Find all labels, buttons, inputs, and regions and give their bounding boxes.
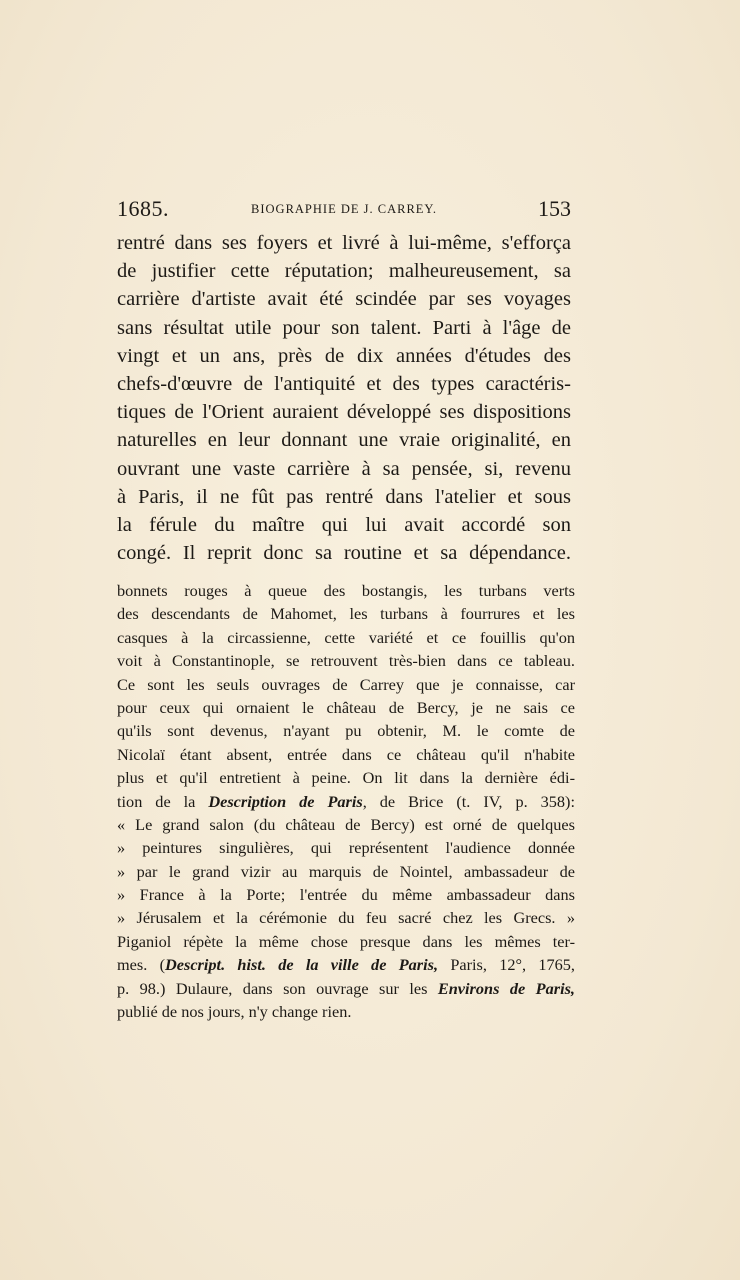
book-title-environs-de-paris: Environs de Paris, [437, 978, 575, 998]
main-text-line: rentré dans ses foyers et livré à lui-même, s'efforça [117, 232, 571, 254]
footnote [117, 579, 575, 1023]
footnote-line: » peintures singulières, qui représentent l'audience donnée [117, 838, 575, 858]
main-text-line: chefs-d'œuvre de l'antiquité et des types caractéris- [117, 372, 571, 395]
footnote-text: , de Brice (t. IV, p. 358): [362, 791, 575, 811]
main-text-line: ouvrant une vaste carrière à sa pensée, si, revenu [117, 457, 571, 480]
footnote-line: voit à Constantinople, se retrouvent très-bien dans ce tableau. [117, 651, 575, 671]
footnote-text: Paris, 12°, 1765, [438, 955, 575, 975]
footnote-line: Ce sont les seuls ouvrages de Carrey que je connaisse, car [117, 674, 575, 694]
footnote-line: casques à la circassienne, cette variété et ce fouillis qu'on [117, 627, 575, 647]
main-text-line: vingt et un ans, près de dix années d'études des [117, 344, 571, 367]
main-text-line: de justifier cette réputation; malheureusement, sa [117, 260, 571, 283]
main-text-line: à Paris, il ne fût pas rentré dans l'atelier et sous [117, 485, 571, 508]
book-title-descript-hist: Descript. hist. de la ville de Paris, [165, 955, 439, 975]
footnote-line: qu'ils sont devenus, n'ayant pu obtenir, M. le comte de [117, 721, 575, 741]
running-header [117, 196, 571, 226]
page-number: 153 [538, 196, 571, 221]
footnote-line: pour ceux qui ornaient le château de Bercy, je ne sais ce [117, 697, 575, 717]
footnote-line: Piganiol répète la même chose presque dans les mêmes ter- [117, 931, 575, 951]
main-text-line: carrière d'artiste avait été scindée par ses voyages [117, 288, 571, 311]
main-text-line: tiques de l'Orient auraient développé ses dispositions [117, 401, 571, 424]
footnote-text: tion de la [117, 791, 209, 811]
footnote-line: « Le grand salon (du château de Bercy) est orné de quelques [117, 814, 575, 834]
footnote-line [117, 977, 575, 1000]
main-text-line: sans résultat utile pour son talent. Parti à l'âge de [117, 316, 571, 339]
main-text [117, 229, 571, 567]
header-title: BIOGRAPHIE DE J. CARREY. [251, 202, 437, 216]
main-text-line: congé. Il reprit donc sa routine et sa dépendance. [117, 542, 571, 565]
header-year: 1685. [117, 196, 169, 221]
footnote-line: des descendants de Mahomet, les turbans à fourrures et les [117, 604, 575, 624]
footnote-line: » France à la Porte; l'entrée du même ambassadeur dans [117, 885, 575, 905]
footnote-line [117, 790, 575, 813]
footnote-line: bonnets rouges à queue des bostangis, les turbans verts [117, 581, 575, 600]
footnote-line: » par le grand vizir au marquis de Nointel, ambassadeur de [117, 861, 575, 881]
footnote-text: p. 98.) Dulaure, dans son ouvrage sur les [117, 978, 438, 998]
footnote-line: publié de nos jours, n'y change rien. [117, 1002, 352, 1022]
footnote-line [117, 953, 575, 976]
footnote-line: plus et qu'il entretient à peine. On lit dans la dernière édi- [117, 768, 575, 788]
footnote-line: » Jérusalem et la cérémonie du feu sacré chez les Grecs. » [117, 908, 575, 928]
footnote-text: mes. ( [117, 955, 165, 975]
main-text-line: la férule du maître qui lui avait accordé son [117, 513, 571, 536]
main-text-line: naturelles en leur donnant une vraie originalité, en [117, 429, 571, 452]
book-title-description-de-paris: Description de Paris [208, 791, 363, 811]
footnote-line: Nicolaï étant absent, entrée dans ce château qu'il n'habite [117, 744, 575, 764]
